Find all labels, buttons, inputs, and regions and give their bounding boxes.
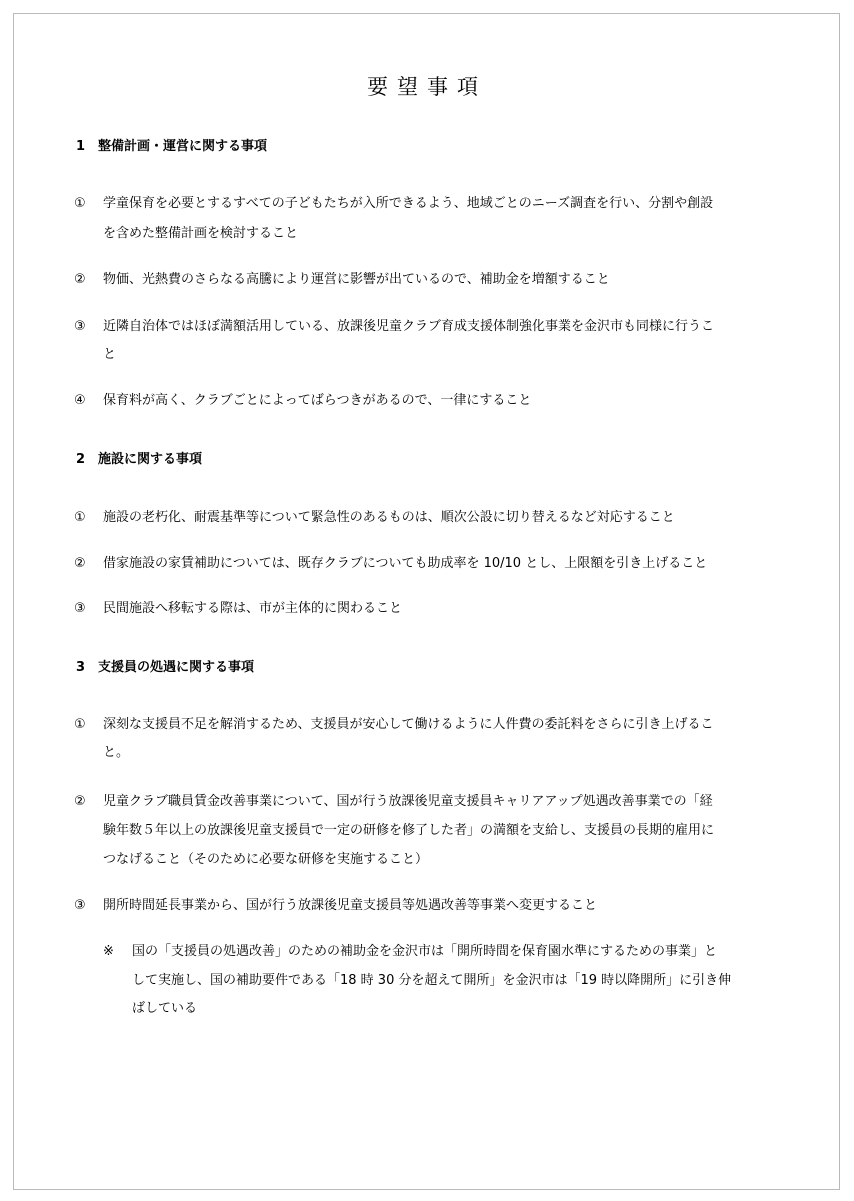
- item-marker: ②: [74, 556, 86, 571]
- note-line: して実施し、国の補助要件である「18 時 30 分を超えて開所」を金沢市は「19 時以降開所」に引き伸: [132, 973, 732, 988]
- section-heading-3: [76, 658, 254, 678]
- item-line: 保育料が高く、クラブごとによってばらつきがあるので、一律にすること: [103, 393, 532, 408]
- item-marker: ③: [74, 898, 86, 913]
- item-line: 物価、光熱費のさらなる高騰により運営に影響が出ているので、補助金を増額すること: [103, 272, 610, 287]
- item-marker: ④: [74, 393, 86, 408]
- item-line: つなげること（そのために必要な研修を実施すること）: [103, 852, 429, 867]
- section-number: 2: [76, 452, 86, 467]
- section-heading-2: [76, 450, 202, 470]
- item-line: 験年数５年以上の放課後児童支援員で一定の研修を修了した者」の満額を支給し、支援員の長期的雇用に: [103, 823, 715, 838]
- note-line: ばしている: [132, 1001, 198, 1016]
- item-line: 民間施設へ移転する際は、市が主体的に関わること: [103, 601, 403, 616]
- item-marker: ①: [74, 510, 86, 525]
- item-line: 近隣自治体ではほぼ満額活用している、放課後児童クラブ育成支援体制強化事業を金沢市も同様に行うこ: [103, 319, 715, 334]
- item-marker: ③: [74, 601, 86, 616]
- item-marker: ②: [74, 272, 86, 287]
- section-heading-text: 整備計画・運営に関する事項: [98, 139, 268, 154]
- document-title: 要望事項: [367, 75, 487, 99]
- item-line: と。: [103, 745, 130, 760]
- item-marker: ①: [74, 196, 86, 211]
- item-line: 借家施設の家賃補助については、既存クラブについても助成率を 10/10 とし、上限額を引き上げること: [103, 556, 708, 571]
- item-line: を含めた整備計画を検討すること: [103, 226, 299, 241]
- item-line: 施設の老朽化、耐震基準等について緊急性のあるものは、順次公設に切り替えるなど対応すること: [103, 510, 675, 525]
- item-marker: ③: [74, 319, 86, 334]
- note-marker: ※: [103, 944, 114, 959]
- item-marker: ①: [74, 717, 86, 732]
- section-heading-text: 支援員の処遇に関する事項: [98, 660, 255, 675]
- note-line: 国の「支援員の処遇改善」のための補助金を金沢市は「開所時間を保育園水準にするための事業」と: [132, 944, 718, 959]
- item-line: 開所時間延長事業から、国が行う放課後児童支援員等処遇改善等事業へ変更すること: [103, 898, 598, 913]
- item-line: 児童クラブ職員賃金改善事業について、国が行う放課後児童支援員キャリアアップ処遇改善事業での「経: [103, 794, 713, 809]
- item-line: と: [103, 347, 117, 362]
- section-number: 3: [76, 660, 86, 675]
- item-line: 深刻な支援員不足を解消するため、支援員が安心して働けるように人件費の委託料をさらに引き上げるこ: [103, 717, 714, 732]
- section-heading-text: 施設に関する事項: [98, 452, 203, 467]
- item-line: 学童保育を必要とするすべての子どもたちが入所できるよう、地域ごとのニーズ調査を行い、分割や創設: [103, 196, 714, 211]
- item-marker: ②: [74, 794, 86, 809]
- section-number: 1: [76, 139, 86, 154]
- section-heading-1: [76, 137, 267, 157]
